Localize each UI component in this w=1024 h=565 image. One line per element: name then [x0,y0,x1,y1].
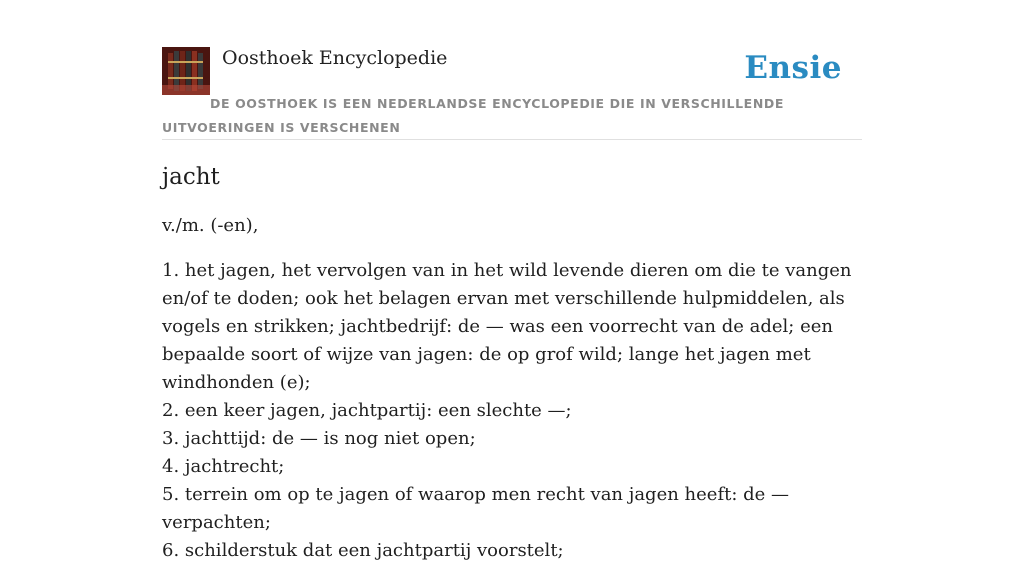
entry-title: jacht [162,164,220,190]
entry-grammar: v./m. (-en), [162,215,259,236]
source-header [162,40,862,140]
source-tagline: DE OOSTHOEK IS EEN NEDERLANDSE ENCYCLOPEDIE DIE IN VERSCHILLENDE UITVOERINGEN IS VERSCHENEN [162,96,784,135]
source-name[interactable]: Oosthoek Encyclopedie [222,47,448,69]
encyclopedia-books-icon[interactable] [162,47,210,95]
entry-card [162,40,862,565]
definition-list [162,257,862,565]
definition-item: 3. jachttijd: de — is nog niet open; [162,428,476,449]
definition-item: 2. een keer jagen, jachtpartij: een slechte —; [162,400,572,421]
brand-logo[interactable]: Ensie [744,50,842,86]
definition-item: 4. jachtrecht; [162,456,285,477]
definition-item: 5. terrein om op te jagen of waarop men recht van jagen heeft: de — verpachten; [162,484,790,533]
definition-item: 1. het jagen, het vervolgen van in het wild levende dieren om die te vangen en/of te doden; ook het belagen ervan met verschillende hulpmiddelen, als vogels en strikken; jachtbedrijf: de — was een voorrecht van de adel; een bepaalde soort of wijze van jagen: de op grof wild; lange het jagen met windhonden (e); [162,260,852,393]
definition-item: 6. schilderstuk dat een jachtpartij voorstelt; [162,540,564,561]
